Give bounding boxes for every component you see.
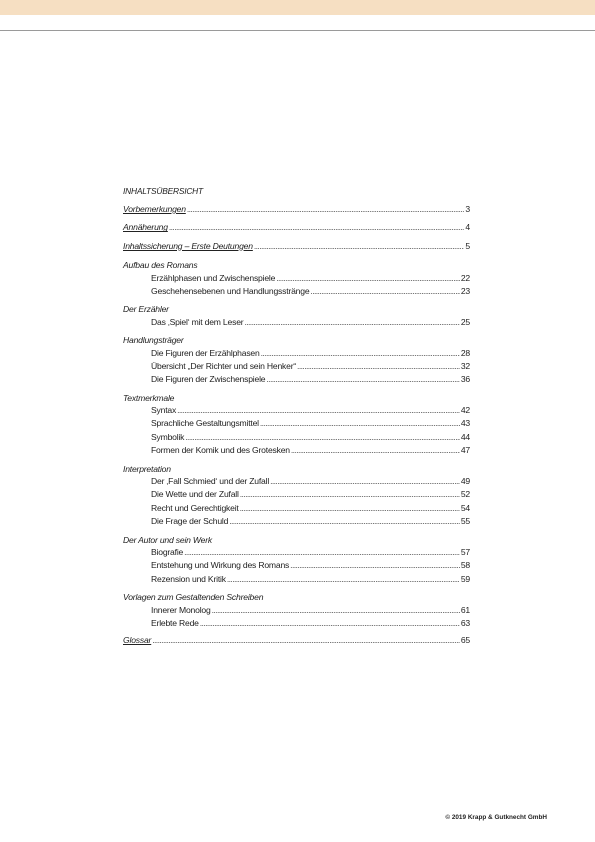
- toc-section-autor: [123, 534, 470, 588]
- toc-entry-annaeherung[interactable]: [123, 222, 470, 235]
- toc-entry-label: Der ‚Fall Schmied‘ und der Zufall: [151, 476, 270, 487]
- dot-leader: [185, 432, 460, 442]
- toc-entry-label: Die Wette und der Zufall: [151, 489, 239, 500]
- toc-entry-label: Übersicht „Der Richter und sein Henker“: [151, 360, 297, 371]
- toc-section-aufbau: [123, 259, 470, 299]
- toc-subentry[interactable]: [123, 348, 470, 361]
- dot-leader: [276, 273, 460, 283]
- toc-section-heading: Der Erzähler: [123, 304, 169, 315]
- dot-leader: [291, 445, 460, 455]
- toc-subentry[interactable]: [123, 605, 470, 618]
- toc-entry-page: 49: [460, 476, 470, 487]
- dot-leader: [187, 204, 465, 214]
- toc-entry-label: Die Frage der Schuld: [151, 516, 229, 527]
- toc-entry-label: Recht und Gerechtigkeit: [151, 502, 239, 513]
- dot-leader: [244, 317, 459, 327]
- toc-entry-page: 47: [460, 445, 470, 456]
- toc-entry-page: 43: [460, 418, 470, 429]
- toc-entry-label: Innerer Monolog: [151, 604, 211, 615]
- toc-entry-page: 23: [460, 285, 470, 296]
- table-of-contents: [123, 186, 470, 654]
- toc-entry-label: Biografie: [151, 546, 184, 557]
- toc-subentry[interactable]: [123, 317, 470, 330]
- toc-entry-page: 58: [460, 560, 470, 571]
- toc-entry-label: Vorbemerkungen: [123, 204, 186, 214]
- toc-subentry[interactable]: [123, 418, 470, 431]
- toc-entry-label: Entstehung und Wirkung des Romans: [151, 560, 290, 571]
- toc-entry-page: 28: [460, 347, 470, 358]
- toc-entry-label: Rezension und Kritik: [151, 573, 226, 584]
- toc-entry-page: 57: [460, 546, 470, 557]
- toc-entry-label: Erlebte Rede: [151, 617, 199, 628]
- header-rule: [0, 30, 595, 31]
- toc-entry-page: 59: [460, 573, 470, 584]
- toc-entry-page: 32: [460, 360, 470, 371]
- toc-entry-label: Die Figuren der Zwischenspiele: [151, 374, 266, 385]
- toc-subentry[interactable]: [123, 445, 470, 458]
- toc-entry-page: 63: [460, 617, 470, 628]
- toc-entry-page: 61: [460, 604, 470, 615]
- dot-leader: [290, 560, 460, 570]
- dot-leader: [261, 348, 460, 358]
- dot-leader: [152, 635, 460, 645]
- toc-subentry[interactable]: [123, 547, 470, 560]
- toc-subentry[interactable]: [123, 516, 470, 529]
- toc-section-vorlagen: [123, 591, 470, 631]
- dot-leader: [310, 286, 459, 296]
- dot-leader: [240, 489, 460, 499]
- dot-leader: [212, 605, 460, 615]
- toc-entry-page: 54: [460, 502, 470, 513]
- toc-subentry[interactable]: [123, 286, 470, 299]
- toc-subentry[interactable]: [123, 273, 470, 286]
- copyright-footer: © 2019 Krapp & Gutknecht GmbH: [445, 814, 547, 821]
- toc-entry-page: 65: [460, 635, 470, 646]
- dot-leader: [270, 476, 460, 486]
- toc-entry-page: 44: [460, 431, 470, 442]
- toc-subentry[interactable]: [123, 574, 470, 587]
- dot-leader: [240, 503, 460, 513]
- toc-title: INHALTSÜBERSICHT: [123, 186, 203, 196]
- dot-leader: [260, 418, 460, 428]
- dot-leader: [184, 547, 460, 557]
- toc-entry-label: Symbolik: [151, 431, 185, 442]
- toc-section-heading: Der Autor und sein Werk: [123, 534, 213, 545]
- toc-entry-page: 25: [460, 316, 470, 327]
- toc-section-heading: Aufbau des Romans: [123, 260, 198, 271]
- dot-leader: [297, 361, 460, 371]
- toc-section-heading: Vorlagen zum Gestaltenden Schreiben: [123, 592, 264, 603]
- toc-entry-page: 22: [460, 272, 470, 283]
- toc-entry-page: 52: [460, 489, 470, 500]
- top-color-band: [0, 0, 595, 15]
- toc-entry-page: 4: [465, 222, 470, 233]
- toc-entry-label: Sprachliche Gestaltungsmittel: [151, 418, 259, 429]
- toc-entry-inhaltssicherung[interactable]: [123, 241, 470, 254]
- dot-leader: [200, 618, 460, 628]
- toc-subentry[interactable]: [123, 374, 470, 387]
- dot-leader: [254, 241, 465, 251]
- toc-subentry[interactable]: [123, 503, 470, 516]
- dot-leader: [177, 405, 460, 415]
- toc-section-heading: Handlungsträger: [123, 335, 184, 346]
- toc-entry-page: 36: [460, 374, 470, 385]
- toc-entry-label: Das ‚Spiel‘ mit dem Leser: [151, 316, 244, 327]
- dot-leader: [266, 374, 459, 384]
- toc-subentry[interactable]: [123, 618, 470, 631]
- toc-subentry[interactable]: [123, 405, 470, 418]
- toc-section-heading: Textmerkmale: [123, 392, 175, 403]
- toc-entry-page: 55: [460, 516, 470, 527]
- toc-section-erzaehler: [123, 303, 470, 330]
- toc-subentry[interactable]: [123, 361, 470, 374]
- dot-leader: [229, 516, 460, 526]
- toc-subentry[interactable]: [123, 432, 470, 445]
- toc-entry-label: Formen der Komik und des Grotesken: [151, 445, 290, 456]
- dot-leader: [169, 222, 465, 232]
- toc-entry-label: Inhaltssicherung – Erste Deutungen: [123, 240, 253, 251]
- toc-section-heading: Interpretation: [123, 463, 171, 474]
- toc-entry-label: Annäherung: [123, 222, 168, 233]
- toc-entry-label: Die Figuren der Erzählphasen: [151, 347, 260, 358]
- toc-entry-label: Geschehensebenen und Handlungsstränge: [151, 285, 310, 296]
- toc-entry-label: Erzählphasen und Zwischenspiele: [151, 272, 276, 283]
- toc-entry-glossar[interactable]: [123, 635, 470, 648]
- toc-entry-page: 42: [460, 405, 470, 416]
- toc-entry-label: Syntax: [151, 405, 177, 416]
- toc-entry-page: 5: [465, 240, 470, 251]
- toc-subentry[interactable]: [123, 560, 470, 573]
- toc-section-handlungstraeger: [123, 334, 470, 388]
- toc-subentry[interactable]: [123, 476, 470, 489]
- toc-entry-page: 3: [465, 204, 470, 214]
- toc-section-textmerkmale: [123, 392, 470, 459]
- toc-section-interpretation: [123, 463, 470, 530]
- toc-subentry[interactable]: [123, 489, 470, 502]
- toc-entry-vorbemerkungen[interactable]: [123, 204, 470, 217]
- dot-leader: [227, 574, 460, 584]
- toc-entry-label: Glossar: [123, 635, 152, 646]
